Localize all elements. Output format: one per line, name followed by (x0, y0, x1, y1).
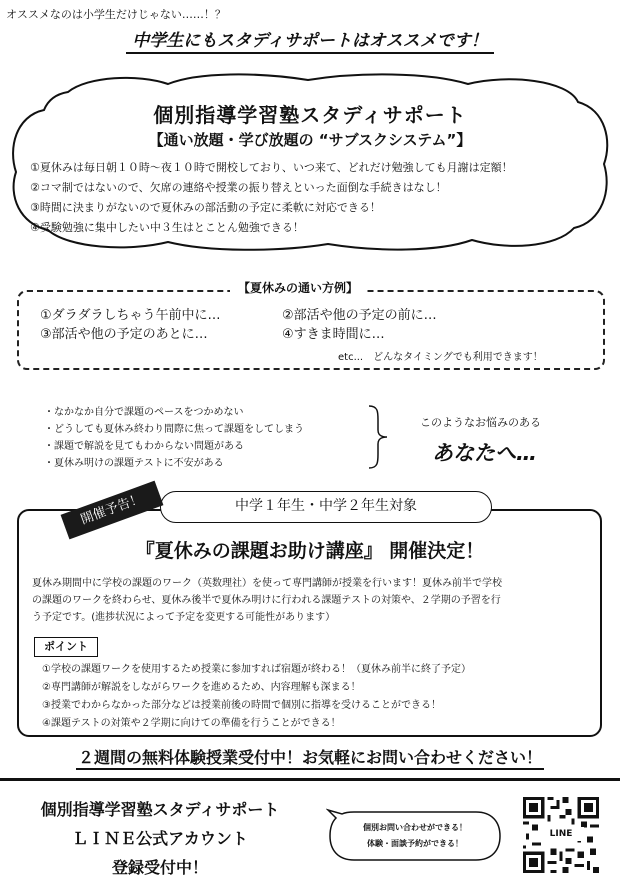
line-account-line: 登録受付中！ (111, 858, 208, 877)
list-item: ・課題で解説を見てもわからない問題がある (44, 441, 244, 452)
bubble-line: 個別お問い合わせができる！ (363, 823, 467, 832)
headline (0, 26, 620, 51)
lecture-target: 中学１年生・中学２年生対象 (160, 491, 492, 523)
line-account-line: ＬＩＮＥ公式アカウント (72, 829, 248, 848)
list-item: ③時間に決まりがないので夏休みの部活動の予定に柔軟に対応できる！ (30, 201, 381, 214)
description-line: の課題のワークを終わらせ、夏休み後半で夏休み明けに行われる課題テストの対策や、２学期の予習を行 (32, 595, 501, 606)
lecture-description (32, 575, 592, 626)
example-item: ④すきま時間に… (282, 327, 385, 342)
list-item: ・夏休み明けの課題テストに不安がある (44, 458, 224, 469)
example-item: ①ダラダラしちゃう午前中に… (40, 308, 221, 323)
example-item: ③部活や他の予定のあとに… (40, 327, 208, 342)
list-item: ・なかなか自分で課題のペースをつかめない (44, 407, 244, 418)
examples-note: etc... どんなタイミングでも利用できます！ (338, 352, 543, 363)
worries-note: このようなお悩みのある (420, 416, 541, 429)
intro-text: オススメなのは小学生だけじゃない……！？ (6, 8, 226, 21)
bubble-text (340, 820, 490, 852)
line-account-line: 個別指導学習塾スタディサポート (40, 800, 280, 819)
list-item: ①学校の課題ワークを使用するため授業に参加すれば宿題が終わる！（夏休み前半に終了予定） (42, 664, 471, 675)
worries-emphasis: あなたへ… (432, 441, 537, 465)
lecture-tag: 開催予告！ (61, 481, 164, 540)
description-line: う予定です。(進捗状況によって予定を変更する可能性があります） (32, 612, 336, 623)
list-item: ・どうしても夏休み終わり間際に焦って課題をしてしまう (44, 424, 304, 435)
list-item: ③授業でわからなかった部分などは授業前後の時間で個別に指導を受けることができる！ (42, 700, 441, 711)
list-item: ②専門講師が解説をしながらワークを進めるため、内容理解も深まる！ (42, 682, 361, 693)
points-list (42, 661, 471, 733)
list-item: ②コマ制ではないので、欠席の連絡や授業の振り替えといった面倒な手続きはなし！ (30, 181, 447, 194)
trial-text: ２週間の無料体験授業受付中！お気軽にお問い合わせください！ (76, 748, 544, 770)
description-line: 夏休み期間中に学校の課題のワーク（英数理社）を使って専門講師が授業を行います！夏休み前半で学校 (32, 578, 502, 589)
cloud-title: 個別指導学習塾スタディサポート (153, 103, 467, 127)
divider (0, 778, 620, 781)
cloud-list (30, 158, 600, 238)
trial-banner (0, 745, 620, 768)
example-item: ②部活や他の予定の前に… (282, 308, 437, 323)
cloud-subtitle: 【通い放題・学び放題の “サブスクシステム”】 (148, 131, 472, 149)
list-item: ①夏休みは毎日朝１０時〜夜１０時で開校しており、いつ来て、どれだけ勉強しても月謝は定額！ (30, 161, 513, 174)
qr-label: LINE (538, 827, 584, 841)
lecture-title: 『夏休みの課題お助け講座』 開催決定！ (135, 540, 485, 562)
bubble-line: 体験・面談予約ができる！ (367, 839, 463, 848)
examples-title: 【夏休みの通い方例】 (230, 279, 366, 296)
headline-text: 中学生にもスタディサポートはオススメです！ (126, 31, 493, 54)
worries-list (44, 404, 304, 472)
line-account-text (0, 795, 320, 882)
point-label: ポイント (34, 637, 98, 657)
list-item: ④課題テストの対策や２学期に向けての準備を行うことができる！ (42, 718, 341, 729)
list-item: ④受験勉強に集中したい中３生はとことん勉強できる！ (30, 221, 304, 234)
brace-icon (366, 404, 390, 470)
